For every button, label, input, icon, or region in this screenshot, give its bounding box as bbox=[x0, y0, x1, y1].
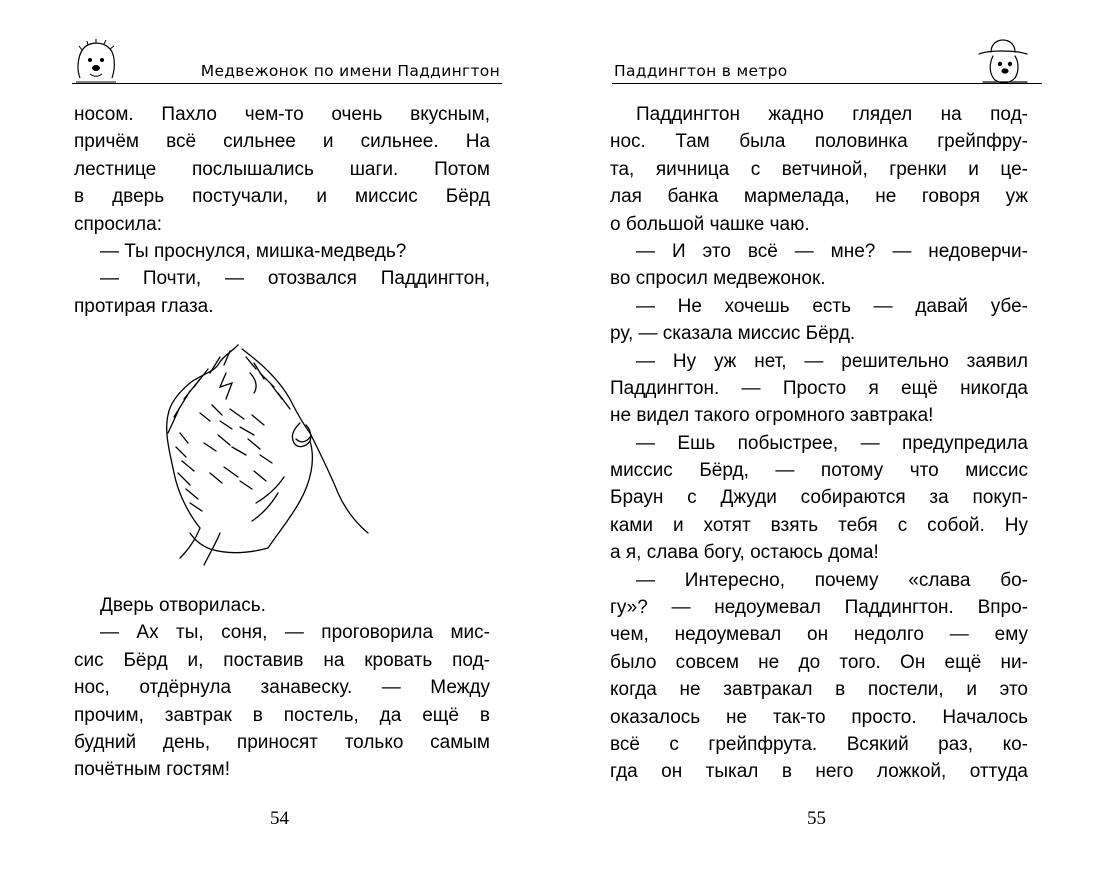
text-line: миссис Бёрд, — потому что миссис bbox=[610, 460, 1028, 482]
text-line: не видел такого огромного завтрака! bbox=[610, 405, 934, 427]
text-line: о большой чашке чаю. bbox=[610, 213, 810, 235]
text-line: во спросил медвежонок. bbox=[610, 268, 826, 290]
text-line: гда он тыкал в него ложкой, оттуда bbox=[610, 761, 1028, 783]
text-line: — Не хочешь есть — давай убе- bbox=[636, 295, 1028, 317]
text-block-top bbox=[74, 101, 490, 320]
right-page bbox=[550, 0, 1100, 873]
running-head: Медвежонок по имени Паддингтон bbox=[200, 62, 500, 80]
text-line: спросила: bbox=[74, 213, 162, 235]
header-rule bbox=[72, 83, 502, 84]
text-line: в дверь постучали, и миссис Бёрд bbox=[74, 186, 490, 208]
text-line: — Ну уж нет, — решительно заявил bbox=[636, 350, 1028, 372]
text-line: — Ах ты, соня, — проговорила мис- bbox=[100, 622, 490, 644]
text-line: — И это всё — мне? — недоверчи- bbox=[636, 240, 1028, 262]
text-line: оказалось не так-то просто. Началось bbox=[610, 706, 1028, 728]
text-line: почётным гостям! bbox=[74, 759, 231, 781]
text-line: будний день, приносят только самым bbox=[74, 731, 490, 753]
text-line: причём всё сильнее и сильнее. На bbox=[74, 131, 490, 153]
text-line: — Почти, — отозвался Паддингтон, bbox=[100, 268, 490, 290]
text-block-bottom bbox=[74, 592, 490, 784]
text-line: лая банка мармелада, не говоря уж bbox=[610, 186, 1028, 208]
text-line: когда не завтракал в постели, и это bbox=[610, 679, 1028, 701]
text-line: чем, недоумевал он недолго — ему bbox=[610, 624, 1028, 646]
text-line: — Интересно, почему «слава бо- bbox=[636, 569, 1028, 591]
text-line: ру, — сказала миссис Бёрд. bbox=[610, 323, 856, 345]
text-line: Паддингтон. — Просто я ещё никогда bbox=[610, 377, 1028, 399]
text-line: нос, отдёрнула занавеску. — Между bbox=[74, 677, 490, 699]
text-line: прочим, завтрак в постель, да ещё в bbox=[74, 704, 490, 726]
text-line: носом. Пахло чем-то очень вкусным, bbox=[74, 104, 490, 125]
text-line: Паддингтон жадно глядел на под- bbox=[636, 104, 1028, 125]
text-line: — Ты проснулся, мишка-медведь? bbox=[100, 240, 407, 262]
text-line: протирая глаза. bbox=[74, 295, 214, 317]
sleeping-bear-illustration bbox=[160, 343, 370, 573]
text-line: нос. Там была половинка грейпфру- bbox=[610, 131, 1028, 153]
bear-in-hat-icon bbox=[975, 38, 1031, 86]
text-line: ками и хотят взять тебя с собой. Ну bbox=[610, 514, 1028, 536]
text-line: гу»? — недоумевал Паддингтон. Впро- bbox=[610, 597, 1028, 619]
running-head: Паддингтон в метро bbox=[614, 62, 788, 80]
text-line: та, яичница с ветчиной, гренки и це- bbox=[610, 158, 1028, 180]
page-number: 55 bbox=[807, 808, 826, 829]
running-header bbox=[72, 58, 502, 84]
text-line: лестнице послышались шаги. Потом bbox=[74, 158, 490, 180]
text-block bbox=[610, 101, 1028, 786]
text-line: было совсем не до того. Он ещё ни- bbox=[610, 651, 1028, 673]
text-line: Дверь отворилась. bbox=[100, 595, 266, 616]
text-line: — Ешь побыстрее, — предупредила bbox=[636, 432, 1028, 454]
text-line: а я, слава богу, остаюсь дома! bbox=[610, 542, 879, 564]
page-number: 54 bbox=[270, 808, 289, 829]
text-line: всё с грейпфрута. Всякий раз, ко- bbox=[610, 733, 1028, 755]
text-line: сис Бёрд и, поставив на кровать под- bbox=[74, 649, 490, 671]
text-line: Браун с Джуди собираются за покуп- bbox=[610, 487, 1028, 509]
